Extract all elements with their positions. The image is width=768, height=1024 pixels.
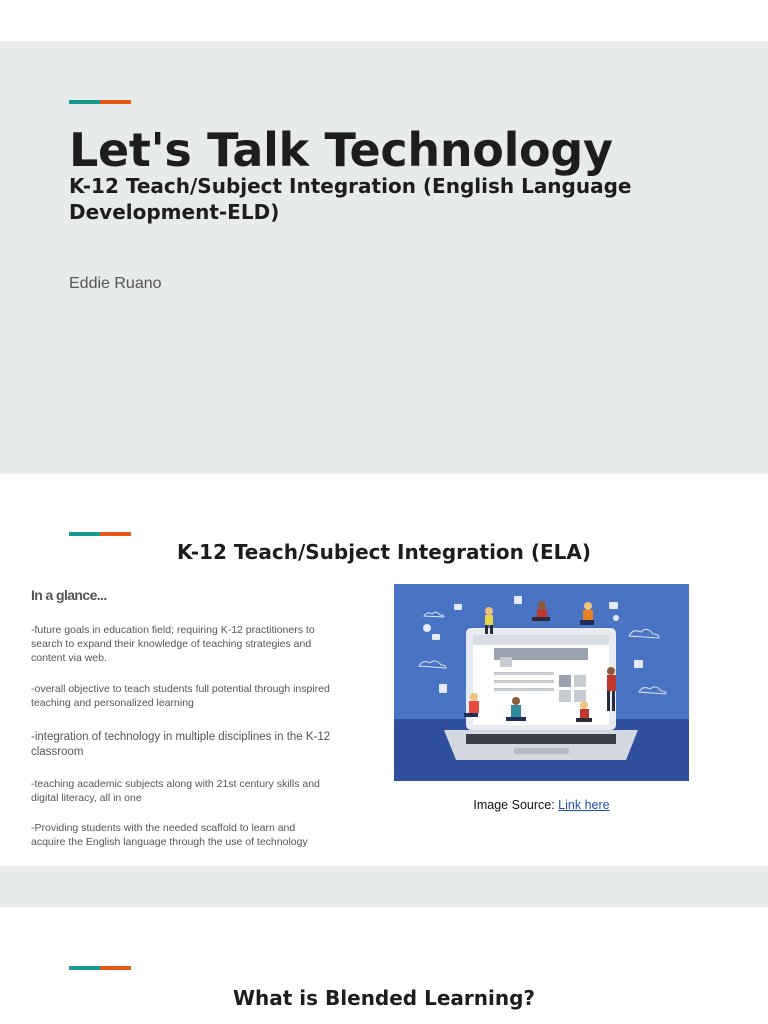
bullet-item: -teaching academic subjects along with 21st century skills and digital literacy, all in one <box>31 778 320 804</box>
accent-bar <box>69 532 131 536</box>
accent-teal <box>69 966 100 970</box>
slide-title: What is Blended Learning? <box>232 986 536 1010</box>
slide-separator-band <box>0 866 768 907</box>
bullet-item: -overall objective to teach students full potential through inspired teaching and personalized learning <box>31 683 330 709</box>
slide-subtitle: K-12 Teach/Subject Integration (English Language Development-ELD) <box>69 174 632 224</box>
glance-heading: In a glance... <box>31 587 107 603</box>
bullet-item: -integration of technology in multiple disciplines in the K-12 classroom <box>31 731 331 758</box>
content-slide-blended <box>0 907 768 1024</box>
title-slide <box>0 41 768 474</box>
content-slide-ela <box>0 474 768 866</box>
accent-bar <box>69 966 131 970</box>
slide-title: Let's Talk Technology <box>69 123 613 177</box>
author-name: Eddie Ruano <box>69 275 162 292</box>
slide-title: K-12 Teach/Subject Integration (ELA) <box>176 540 592 564</box>
accent-teal <box>69 100 100 104</box>
accent-bar <box>69 100 131 104</box>
image-source-link[interactable]: Link here <box>558 798 610 812</box>
accent-orange <box>100 966 131 970</box>
accent-teal <box>69 532 100 536</box>
laptop-people-illustration <box>394 584 689 781</box>
bullet-item: -Providing students with the needed scaffold to learn and acquire the English language through the use of technology <box>31 822 308 848</box>
top-white-band <box>0 0 768 41</box>
image-caption <box>394 798 689 812</box>
accent-orange <box>100 100 131 104</box>
bullet-item: -future goals in education field; requiring K-12 practitioners to search to expand their knowledge of teaching strategies and content via web. <box>31 624 315 664</box>
caption-label: Image Source: <box>473 798 555 812</box>
accent-orange <box>100 532 131 536</box>
